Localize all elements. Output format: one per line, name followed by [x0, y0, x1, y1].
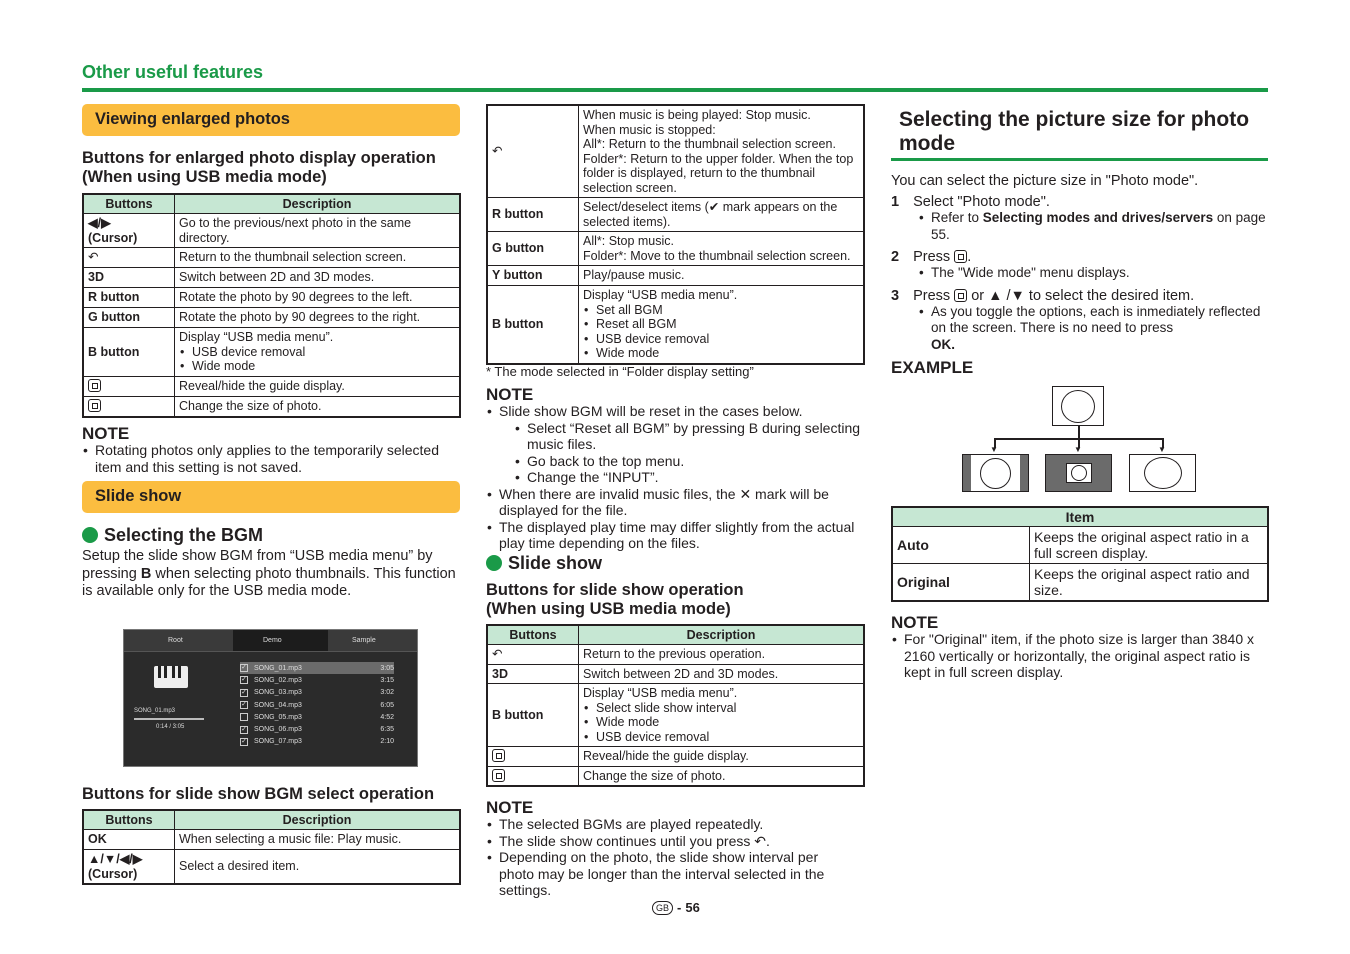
example-label: EXAMPLE — [891, 358, 974, 377]
page-title: Selecting the picture size for photo mode — [899, 108, 1250, 155]
song-row[interactable]: SONG_05.mp3 4:52 — [240, 711, 394, 723]
intro-text: You can select the picture size in "Photo mode". — [891, 173, 1199, 189]
desc-original: Keeps the original aspect ratio and size. — [1030, 564, 1268, 601]
wide-mode-icon — [84, 396, 175, 416]
key-r-button: R button — [488, 198, 579, 232]
song-row[interactable]: ✓ SONG_03.mp3 3:02 — [241, 688, 394, 697]
footnote: * The mode selected in “Folder display setting” — [486, 364, 754, 379]
col-header-item: Item — [893, 508, 1268, 527]
folder-tabs — [124, 630, 417, 652]
note-list: • The selected BGMs are played repeatedly. • The slide show continues until you press ↶. • Depending on the photo, the slide show interval per photo may be longer than the interval selected in the settings. — [486, 816, 856, 899]
table-enlarged-buttons — [82, 193, 461, 418]
song-list — [240, 662, 394, 748]
wide-mode-icon — [954, 289, 967, 302]
note-title: NOTE — [486, 798, 534, 817]
original-photo-frame — [1052, 386, 1104, 426]
desc-wide: Change the size of photo. — [175, 396, 460, 416]
song-row[interactable]: ✓ SONG_02.mp3 3:15 — [241, 676, 394, 684]
key-b-button: B button — [488, 684, 579, 747]
key-3d: 3D — [488, 664, 579, 684]
key-b-button: B button — [84, 328, 175, 377]
band-viewing-enlarged-photos: Viewing enlarged photos — [82, 104, 460, 136]
desc-return: Return to the previous operation. — [579, 645, 864, 665]
key-r-button: R button — [84, 288, 175, 308]
col-header-description: Description — [175, 811, 460, 830]
tab-root[interactable]: Root — [168, 637, 183, 644]
desc-wide: Change the size of photo. — [579, 766, 864, 786]
desc-return: Return to the thumbnail selection screen. — [175, 248, 460, 268]
desc-cursor: Go to the previous/next photo in the same directory. — [175, 214, 460, 248]
aspect-ratio-diagram: ▼ ▼ ▼ — [960, 386, 1200, 494]
desc-return: When music is being played: Stop music. When music is stopped: All*: Return to the thumbnail selection screen. Folder*: Return to the upper folder. When the top folder is displayed, return to the thumbnail selection screen. — [579, 106, 864, 198]
key-original: Original — [893, 564, 1030, 601]
key-ok: OK — [84, 830, 175, 850]
key-auto: Auto — [893, 527, 1030, 564]
tab-demo[interactable]: Demo — [233, 630, 328, 651]
heading-slide-buttons: Buttons for slide show operation (When using USB media mode) — [486, 581, 744, 618]
return-icon: ↶ — [488, 106, 579, 198]
desc-guide: Reveal/hide the guide display. — [579, 747, 864, 767]
desc-b-button: Display “USB media menu”. • Select slide show interval • Wide mode • USB device removal — [579, 684, 864, 747]
key-b-button: B button — [488, 286, 579, 364]
table-bgm-buttons-cont — [486, 104, 865, 365]
col-header-buttons: Buttons — [84, 195, 175, 214]
note-list: • Rotating photos only applies to the temporarily selected item and this setting is not saved. — [82, 442, 462, 475]
tab-sample[interactable]: Sample — [352, 637, 376, 644]
desc-g-button: All*: Stop music. Folder*: Move to the thumbnail selection screen. — [579, 232, 864, 266]
desc-3d: Switch between 2D and 3D modes. — [579, 664, 864, 684]
col-header-description: Description — [175, 195, 460, 214]
music-keyboard-icon — [154, 666, 188, 688]
table-slide-buttons — [486, 624, 865, 787]
col-header-buttons: Buttons — [84, 811, 175, 830]
key-g-button: G button — [488, 232, 579, 266]
table-bgm-select — [82, 809, 461, 885]
song-row[interactable]: ✓ SONG_01.mp3 3:05 — [240, 662, 394, 674]
desc-b-button: Display “USB media menu”. • USB device removal • Wide mode — [175, 328, 460, 377]
region-badge: GB — [652, 901, 673, 915]
desc-ok: When selecting a music file: Play music. — [175, 830, 460, 850]
song-row[interactable]: ✓ SONG_06.mp3 6:35 — [241, 725, 394, 734]
heading-enlarged-buttons: Buttons for enlarged photo display operation (When using USB media mode) — [82, 149, 436, 186]
band-slide-show: Slide show — [82, 481, 460, 513]
section-title: Other useful features — [82, 62, 264, 82]
progress-bar — [134, 718, 204, 720]
wide-mode-icon — [488, 766, 579, 786]
header-rule — [82, 88, 1268, 92]
return-icon: ↶ — [488, 645, 579, 665]
guide-icon — [84, 376, 175, 396]
page-number: GB - 56 — [652, 900, 700, 915]
heading-slide-show: Slide show — [486, 553, 602, 574]
original-frame — [1045, 454, 1112, 492]
note-title: NOTE — [82, 424, 130, 443]
desc-r-button: Rotate the photo by 90 degrees to the left. — [175, 288, 460, 308]
now-playing: SONG_01.mp3 — [134, 708, 176, 714]
note-title: NOTE — [891, 613, 939, 632]
heading-bgm-select: Buttons for slide show BGM select operation — [82, 785, 435, 803]
key-cursor: ◀/▶ (Cursor) — [84, 214, 175, 248]
table-picture-size — [891, 506, 1269, 602]
bgm-description: Setup the slide show BGM from “USB media menu” by pressing B when selecting photo thumbnails. This function is available only for the USB media mode. — [82, 548, 456, 599]
desc-r-button: Select/deselect items (✔ mark appears on the selected items). — [579, 198, 864, 232]
desc-guide: Reveal/hide the guide display. — [175, 376, 460, 396]
auto-frame — [962, 454, 1029, 492]
note-list: • For "Original" item, if the photo size is larger than 3840 x 2160 vertically or horizontally, the original aspect ratio is kept in full screen display. — [891, 631, 1269, 681]
desc-y-button: Play/pause music. — [579, 266, 864, 286]
song-row[interactable]: ✓ SONG_04.mp3 6:05 — [241, 701, 394, 709]
heading-selecting-bgm: Selecting the BGM — [82, 525, 263, 546]
note-title: NOTE — [486, 385, 534, 404]
col-header-buttons: Buttons — [488, 626, 579, 645]
note-list: • Slide show BGM will be reset in the cases below. • Select “Reset all BGM” by pressing B during selecting music files. • Go back to the top menu. • Change the “INPUT”. • When there are invalid music files, the ✕ mark will be displayed for the file. • The displayed play time may differ slightly from the actual play time depending on the files. — [486, 403, 864, 552]
stretch-frame — [1129, 454, 1196, 492]
key-3d: 3D — [84, 268, 175, 288]
key-g-button: G button — [84, 308, 175, 328]
steps-list: 1 Select "Photo mode". • Refer to Selecting modes and drives/servers on page 55. 2 Press . • The "Wide mode" menu displays. 3 Press or ▲ /▼ to select the desired item. • As you toggle the options, each is inmediately reflected on the screen. There is no need to press OK. — [891, 194, 1271, 353]
return-icon: ↶ — [84, 248, 175, 268]
key-y-button: Y button — [488, 266, 579, 286]
usb-media-screen — [123, 629, 418, 767]
desc-3d: Switch between 2D and 3D modes. — [175, 268, 460, 288]
col-header-description: Description — [579, 626, 864, 645]
desc-auto: Keeps the original aspect ratio in a full screen display. — [1030, 527, 1268, 564]
wide-mode-icon — [954, 250, 967, 263]
song-row[interactable]: ✓ SONG_07.mp3 2:10 — [241, 737, 394, 746]
key-cursor: ▲/▼/◀/▶ (Cursor) — [84, 850, 175, 884]
guide-icon — [488, 747, 579, 767]
desc-cursor: Select a desired item. — [175, 850, 460, 884]
desc-g-button: Rotate the photo by 90 degrees to the right. — [175, 308, 460, 328]
desc-b-button: Display “USB media menu”. • Set all BGM • Reset all BGM • USB device removal • Wide mode — [579, 286, 864, 364]
title-rule — [891, 158, 1268, 161]
play-time: 0:14 / 3:05 — [156, 724, 185, 730]
